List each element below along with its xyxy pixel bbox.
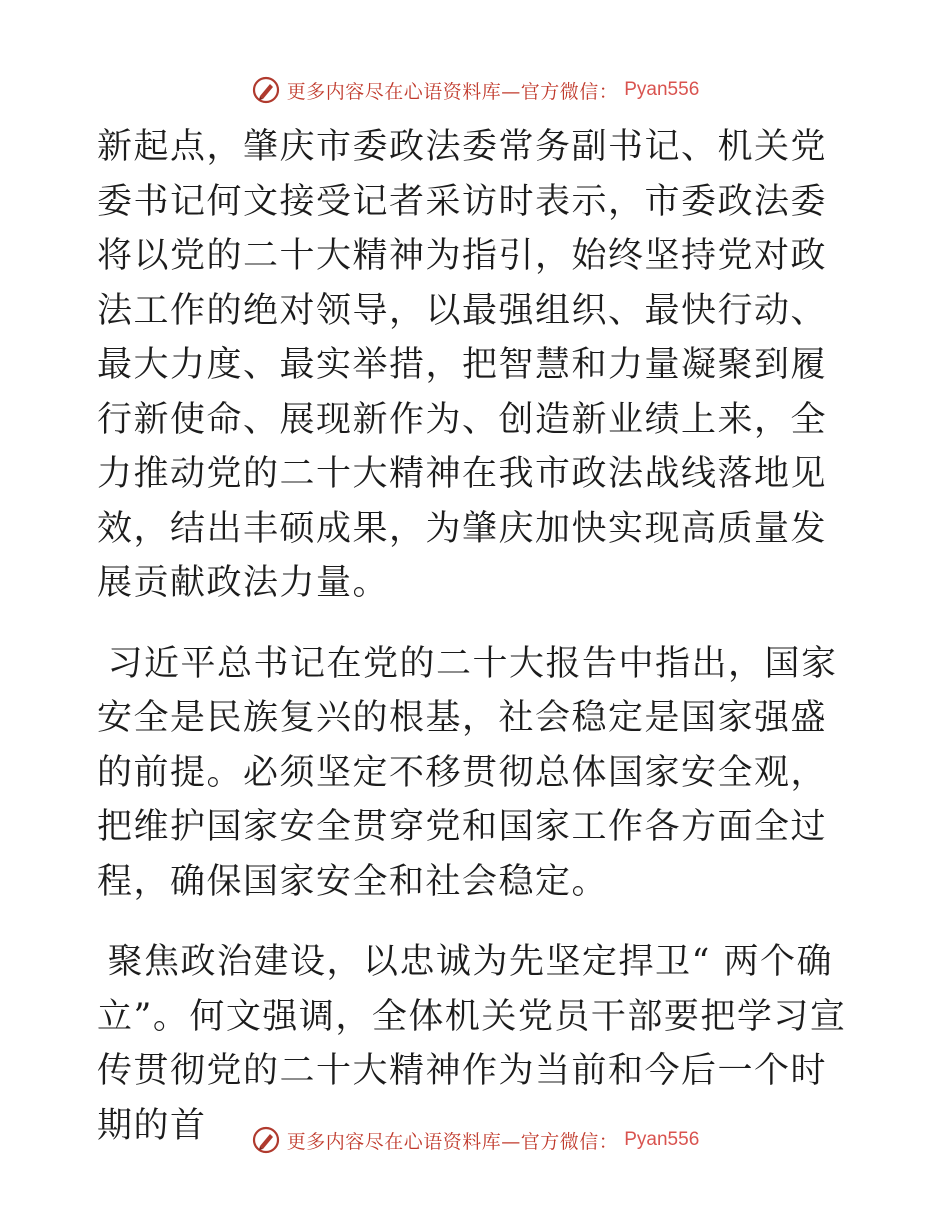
paragraph: 习近平总书记在党的二十大报告中指出，国家安全是民族复兴的根基，社会稳定是国家强盛的前提。必须坚定不移贯彻总体国家安全观，把维护国家安全贯穿党和国家工作各方面全过程，确保国家安全和社会稳定。 (97, 643, 838, 902)
paragraph: 聚焦政治建设，以忠诚为先坚定捍卫“ 两个确立”。何文强调，全体机关党员干部要把学习宣传贯彻党的二十大精神作为当前和今后一个时期的首 (97, 942, 847, 1146)
pen-logo-icon (251, 75, 281, 105)
header-banner-content (251, 75, 700, 105)
footer-banner-content (251, 1125, 700, 1155)
footer-wechat-id: Pyan556 (624, 1129, 700, 1150)
header-banner-text: 更多内容尽在心语资料库—官方微信： (286, 80, 619, 103)
pen-logo-icon (251, 1125, 281, 1155)
footer-banner-text: 更多内容尽在心语资料库—官方微信： (286, 1130, 619, 1153)
header-banner (0, 70, 950, 110)
document-body (97, 120, 857, 1153)
header-wechat-id: Pyan556 (624, 79, 700, 100)
footer-banner (0, 1120, 950, 1160)
paragraph: 新起点，肇庆市委政法委常务副书记、机关党委书记何文接受记者采访时表示，市委政法委将以党的二十大精神为指引，始终坚持党对政法工作的绝对领导，以最强组织、最快行动、最大力度、最实举措，把智慧和力量凝聚到履行新使命、展现新作为、创造新业绩上来，全力推动党的二十大精神在我市政法战线落地见效，结出丰硕成果，为肇庆加快实现高质量发展贡献政法力量。 (97, 127, 828, 603)
